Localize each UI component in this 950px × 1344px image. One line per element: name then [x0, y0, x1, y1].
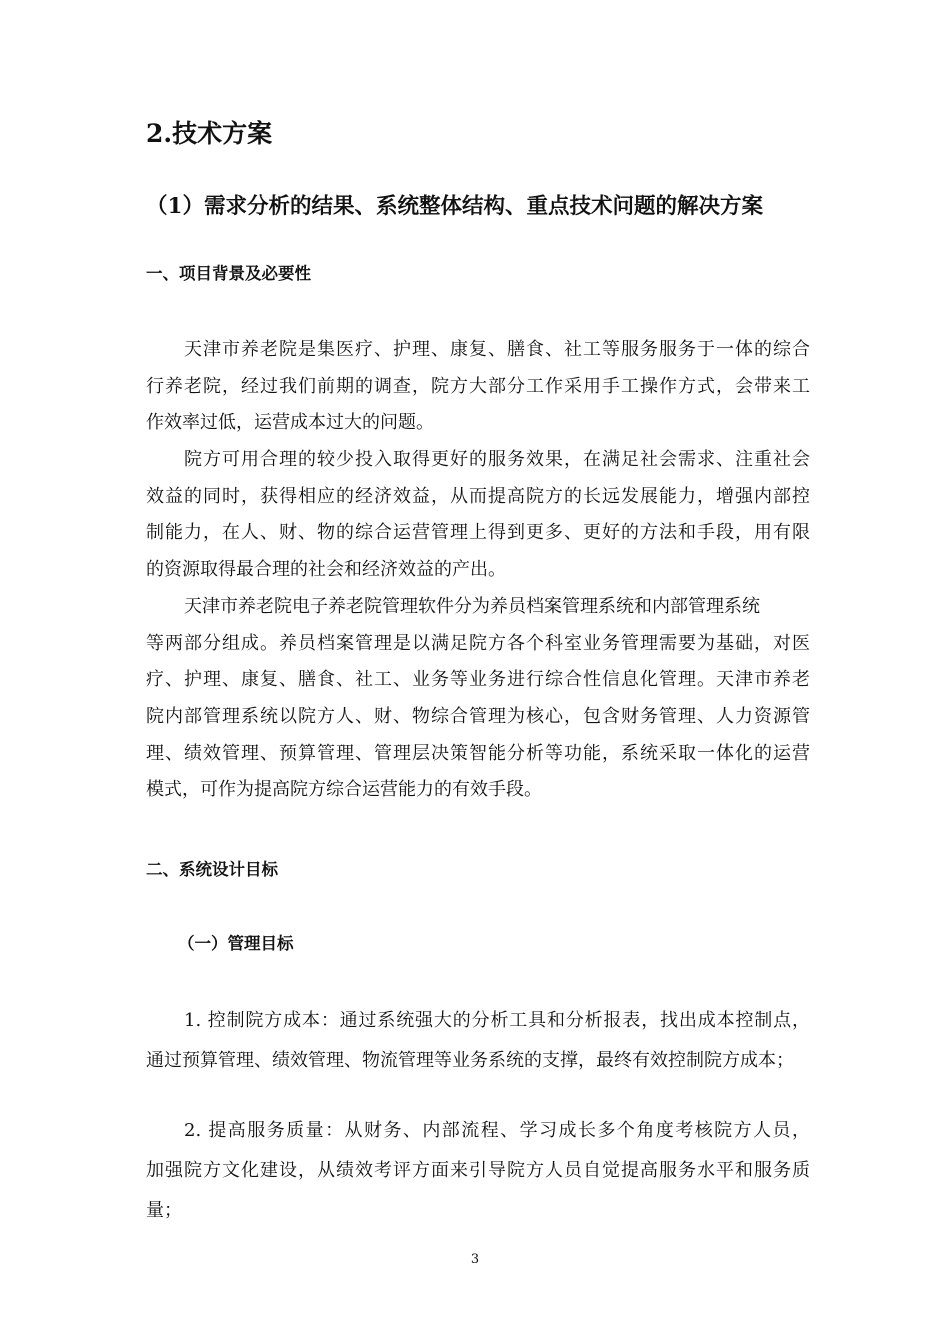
document-title: 2.技术方案 [146, 119, 273, 148]
paragraph-line: 天津市养老院是集医疗、护理、康复、膳食、社工等服务服务于一体的综合 [184, 339, 810, 360]
paragraph-line: 疗、护理、康复、膳食、社工、业务等业务进行综合性信息化管理。天津市养老 [146, 669, 810, 691]
page-number: 3 [470, 1252, 480, 1267]
list-item-line: 2. 提高服务质量：从财务、内部流程、学习成长多个角度考核院方人员， [184, 1120, 810, 1141]
paragraph-line: 等两部分组成。养员档案管理是以满足院方各个科室业务管理需要为基础，对医 [146, 632, 810, 654]
paragraph-line: 的资源取得最合理的社会和经济效益的产出。 [146, 559, 506, 581]
list-item-service-quality [146, 1111, 810, 1231]
paragraph-line: 效益的同时，获得相应的经济效益，从而提高院方的长远发展能力，增强内部控 [146, 485, 810, 507]
paragraph-line: 院方可用合理的较少投入取得更好的服务效果，在满足社会需求、注重社会 [184, 449, 810, 470]
paragraph-line: 行养老院，经过我们前期的调查，院方大部分工作采用手工操作方式，会带来工 [146, 375, 810, 397]
section-heading-design-goals: 二、系统设计目标 [146, 860, 278, 879]
section-heading-background: 一、项目背景及必要性 [146, 264, 311, 283]
paragraph-line: 理、绩效管理、预算管理、管理层决策智能分析等功能，系统采取一体化的运营 [146, 742, 810, 764]
list-item-line: 1. 控制院方成本：通过系统强大的分析工具和分析报表，找出成本控制点， [184, 1010, 810, 1031]
document-subtitle: （1）需求分析的结果、系统整体结构、重点技术问题的解决方案 [146, 194, 763, 219]
list-item-line: 通过预算管理、绩效管理、物流管理等业务系统的支撑，最终有效控制院方成本； [146, 1050, 794, 1071]
paragraph-line: 作效率过低，运营成本过大的问题。 [146, 412, 434, 434]
paragraph-line: 天津市养老院电子养老院管理软件分为养员档案管理系统和内部管理系统 [184, 596, 760, 617]
paragraph-background-2 [146, 442, 810, 589]
list-item-line: 加强院方文化建设，从绩效考评方面来引导院方人员自觉提高服务水平和服务质 [146, 1160, 810, 1181]
paragraph-background-3 [146, 589, 810, 809]
paragraph-line: 制能力，在人、财、物的综合运营管理上得到更多、更好的方法和手段，用有限 [146, 522, 810, 544]
list-item-line: 量； [146, 1200, 182, 1221]
paragraph-background-1 [146, 332, 810, 442]
subsection-heading-management-goals: （一）管理目标 [178, 934, 294, 953]
paragraph-line: 院内部管理系统以院方人、财、物综合管理为核心，包含财务管理、人力资源管 [146, 706, 810, 728]
paragraph-line: 模式，可作为提高院方综合运营能力的有效手段。 [146, 779, 542, 801]
list-item-cost-control [146, 1001, 810, 1081]
